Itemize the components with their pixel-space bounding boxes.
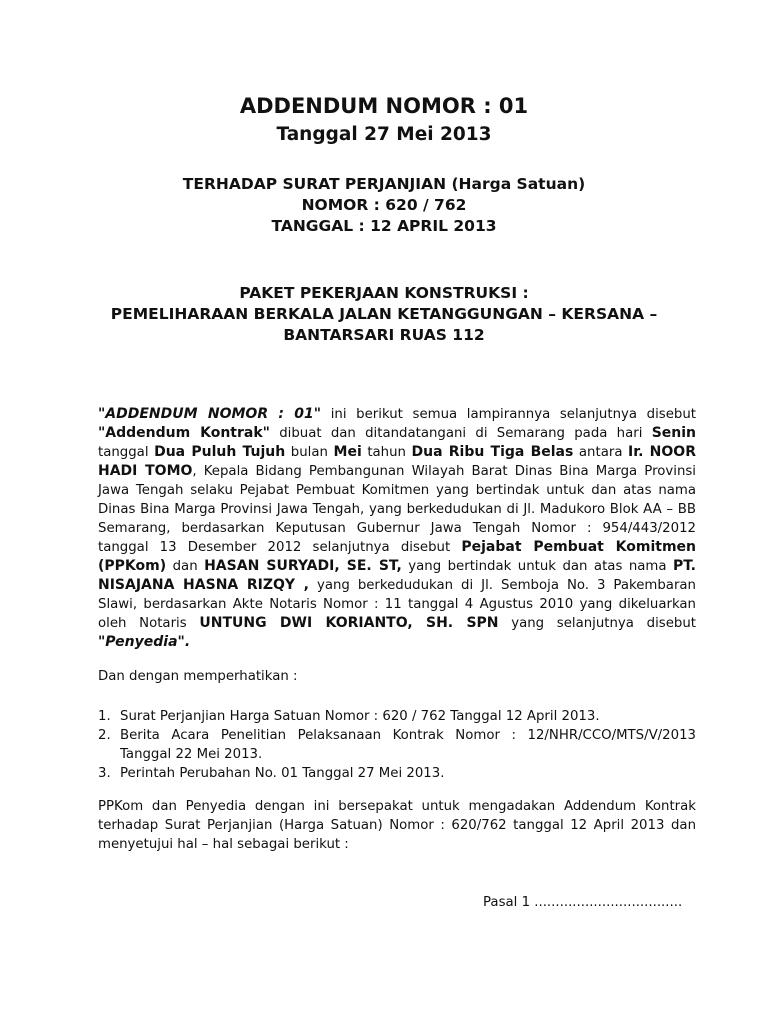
- package-line-1: PAKET PEKERJAAN KONSTRUKSI :: [239, 284, 529, 302]
- package-line-3: BANTARSARI RUAS 112: [283, 326, 485, 344]
- provider-representative: HASAN SURYADI, SE. ST,: [204, 558, 402, 574]
- list-text: Perintah Perubahan No. 01 Tanggal 27 Mei 2013.: [120, 766, 445, 781]
- list-number: 2.: [98, 728, 111, 743]
- official-name: Ir. NOOR HADI TOMO: [98, 444, 696, 479]
- text-segment: yang bertindak untuk dan atas nama: [401, 559, 673, 574]
- list-text: Surat Perjanjian Harga Satuan Nomor : 620 / 762 Tanggal 12 April 2013.: [120, 709, 600, 724]
- text-segment: dan: [166, 559, 205, 574]
- text-segment: ini berikut semua lampirannya selanjutnya disebut: [321, 407, 696, 422]
- considerations-list: [98, 707, 696, 783]
- month-name: Mei: [333, 444, 362, 460]
- pasal-heading: Pasal 1 ...................................: [483, 895, 683, 910]
- reference-line-2: NOMOR : 620 / 762: [301, 196, 467, 214]
- text-segment: , Kepala Bidang Pembangunan Wilayah Barat Dinas Bina Marga Provinsi Jawa Tengah selaku Pejabat Pembuat Komitmen yang bertindak untuk dan atas nama Dinas Bina Marga Provinsi Jawa Tengah, yang berkedudukan di Jl. Madukoro Blok AA – BB Semarang, berdasarkan Keputusan Gubernur Jawa Tengah Nomor : 954/443/2012 tanggal 13 Desember 2012 selanjutnya disebut: [98, 464, 696, 555]
- text-segment: bulan: [285, 445, 334, 460]
- ppkom-term: Pejabat Pembuat Komitmen (PPKom): [98, 539, 697, 574]
- notary-name: UNTUNG DWI KORIANTO, SH. SPN: [199, 615, 499, 631]
- document-date: Tanggal 27 Mei 2013: [276, 124, 492, 145]
- list-item: [98, 764, 696, 783]
- text-segment: dibuat dan ditandatangani di Semarang pada hari: [269, 426, 652, 441]
- considerations-intro: Dan dengan memperhatikan :: [98, 669, 298, 684]
- text-segment: yang selanjutnya disebut: [498, 616, 696, 631]
- contract-reference: [0, 174, 768, 237]
- package-heading: [0, 283, 768, 346]
- text-segment: yang berkedudukan di Jl. Semboja No. 3 Pakembaran Slawi, berdasarkan Akte Notaris Nomor : 11 tanggal 4 Agustus 2010 yang dikeluarkan oleh Notaris: [98, 578, 696, 631]
- addendum-kontrak-term: "Addendum Kontrak": [98, 425, 270, 441]
- opening-paragraph: [98, 405, 696, 652]
- penyedia-term: "Penyedia".: [98, 634, 191, 650]
- reference-line-3: TANGGAL : 12 APRIL 2013: [271, 217, 497, 235]
- company-name: PT. NISAJANA HASNA RIZQY ,: [98, 558, 696, 593]
- package-line-2: PEMELIHARAAN BERKALA JALAN KETANGGUNGAN – KERSANA –: [110, 305, 658, 323]
- year-words: Dua Ribu Tiga Belas: [411, 444, 574, 460]
- list-item: [98, 726, 696, 764]
- list-number: 3.: [98, 766, 111, 781]
- day-name: Senin: [651, 425, 696, 441]
- list-item: [98, 707, 696, 726]
- list-number: 1.: [98, 709, 111, 724]
- addendum-name: "ADDENDUM NOMOR : 01": [98, 406, 322, 422]
- agreement-paragraph: PPKom dan Penyedia dengan ini bersepakat untuk mengadakan Addendum Kontrak terhadap Surat Perjanjian (Harga Satuan) Nomor : 620/762 tanggal 12 April 2013 dan menyetujui hal – hal sebagai berikut :: [98, 799, 696, 852]
- text-segment: antara: [573, 445, 629, 460]
- text-segment: tanggal: [98, 445, 155, 460]
- document-title: ADDENDUM NOMOR : 01: [239, 94, 529, 118]
- text-segment: tahun: [361, 445, 412, 460]
- day-number: Dua Puluh Tujuh: [154, 444, 286, 460]
- reference-line-1: TERHADAP SURAT PERJANJIAN (Harga Satuan): [182, 175, 586, 193]
- list-text: Berita Acara Penelitian Pelaksanaan Kontrak Nomor : 12/NHR/CCO/MTS/V/2013 Tanggal 22 Mei 2013.: [120, 728, 696, 762]
